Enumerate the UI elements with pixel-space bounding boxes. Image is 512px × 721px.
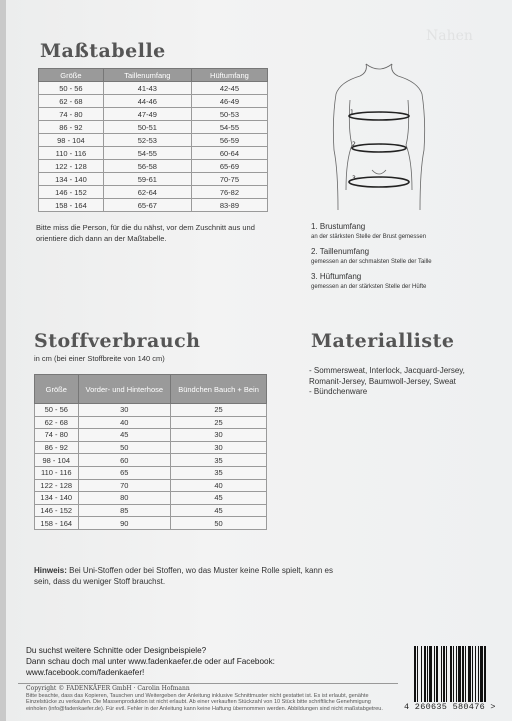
table-cell: 74 - 80 [39,108,104,121]
table-row [35,517,267,530]
table-cell: 65-67 [103,199,191,212]
table-cell: 74 - 80 [35,429,79,442]
barcode-bar [441,646,442,702]
barcode-bar [417,646,418,702]
table-row [35,404,267,417]
body-figure-illustration [324,60,434,210]
table-cell: 45 [171,492,267,505]
table-cell: 50 [78,441,171,454]
table-cell: 35 [171,454,267,467]
hint-text: Bei Uni-Stoffen oder bei Stoffen, wo das Muster keine Rolle spielt, kann es sein, dass du weniger Stoff brauchst. [34,566,333,586]
table-row [39,95,268,108]
barcode-bar [465,646,466,702]
col-header: Vorder- und Hinterhose [78,375,171,404]
table-cell: 45 [78,429,171,442]
table-cell: 56-59 [191,134,267,147]
col-header: Taillenumfang [103,69,191,82]
barcode-bar [450,646,452,702]
table-cell: 47-49 [103,108,191,121]
table-row [39,134,268,147]
table-row [35,441,267,454]
figure-mark-3: 3 [352,175,356,182]
table-row [39,173,268,186]
barcode-bar [472,646,473,702]
hint-note [34,566,334,587]
table-cell: 52-53 [103,134,191,147]
measurement-chest [311,222,426,242]
table-cell: 35 [171,466,267,479]
sizing-title: Maßtabelle [40,40,166,62]
table-row [39,82,268,95]
table-cell: 110 - 116 [35,466,79,479]
measurement-label: 2. Taillenumfang [311,247,370,256]
figure-mark-1: 1 [350,109,354,116]
table-cell: 62-64 [103,186,191,199]
measurement-hip [311,272,426,292]
table-cell: 86 - 92 [39,121,104,134]
table-cell: 50 [171,517,267,530]
footer-divider [18,683,398,684]
table-cell: 30 [171,441,267,454]
table-row [39,160,268,173]
barcode-bar [429,646,432,702]
table-cell: 45 [171,504,267,517]
table-cell: 42-45 [191,82,267,95]
barcode-bar [427,646,428,702]
measurement-label: 3. Hüftumfang [311,272,362,281]
barcode-bar [478,646,479,702]
table-row [35,454,267,467]
barcode-bar [424,646,426,702]
table-cell: 30 [78,404,171,417]
barcode-image [412,646,512,706]
table-row [39,147,268,160]
table-cell: 41-43 [103,82,191,95]
col-header: Größe [39,69,104,82]
table-cell: 76-82 [191,186,267,199]
footer-line: Du suchst weitere Schnitte oder Designbeispiele? [26,646,207,655]
table-row [35,492,267,505]
table-cell: 80 [78,492,171,505]
table-cell: 83-89 [191,199,267,212]
table-row [35,416,267,429]
col-header: Größe [35,375,79,404]
barcode-bar [468,646,471,702]
barcode-bar [456,646,457,702]
table-cell: 46-49 [191,95,267,108]
list-item: - Bündchenware [309,387,368,396]
table-cell: 54-55 [191,121,267,134]
col-header: Hüftumfang [191,69,267,82]
faint-backprint: Nahen [426,28,473,44]
barcode-number: 4 260635 580476 > [404,702,496,712]
table-cell: 134 - 140 [39,173,104,186]
hint-label: Hinweis: [34,566,67,575]
measurement-label: 1. Brustumfang [311,222,366,231]
sizing-table [38,68,268,212]
table-cell: 30 [171,429,267,442]
table-cell: 25 [171,404,267,417]
table-cell: 146 - 152 [39,186,104,199]
barcode-bar [446,646,447,702]
table-cell: 50 - 56 [35,404,79,417]
footer-line: www.facebook.com/fadenkaefer! [26,668,145,677]
table-row [35,429,267,442]
table-cell: 158 - 164 [39,199,104,212]
table-row [35,466,267,479]
table-cell: 98 - 104 [35,454,79,467]
table-cell: 40 [78,416,171,429]
barcode-bar [484,646,486,702]
measurement-waist [311,247,432,267]
figure-mark-2: 2 [352,141,356,148]
table-row [39,199,268,212]
barcode-bar [421,646,422,702]
table-cell: 134 - 140 [35,492,79,505]
table-cell: 44-46 [103,95,191,108]
measurement-desc: gemessen an der schmalsten Stelle der Taille [311,259,432,265]
table-cell: 90 [78,517,171,530]
table-cell: 60-64 [191,147,267,160]
table-row [39,108,268,121]
table-row [35,479,267,492]
table-cell: 62 - 68 [39,95,104,108]
table-cell: 65-69 [191,160,267,173]
list-item: Romanit-Jersey, Baumwoll-Jersey, Sweat [309,376,456,386]
copyright-block [26,686,391,712]
measurement-desc: gemessen an der stärksten Stelle der Hüfte [311,284,427,290]
materials-list [309,366,509,398]
table-cell: 54-55 [103,147,191,160]
table-cell: 146 - 152 [35,504,79,517]
table-cell: 85 [78,504,171,517]
barcode-bar [462,646,464,702]
table-cell: 25 [171,416,267,429]
fabric-table [34,374,267,530]
table-cell: 70 [78,479,171,492]
table-cell: 50 - 56 [39,82,104,95]
table-row [39,186,268,199]
copyright-brand: Copyright © FADENKÄFER GmbH · Carolin Hofmann [26,685,190,692]
table-row [35,504,267,517]
table-cell: 50-51 [103,121,191,134]
fabric-title: Stoffverbrauch [34,330,201,352]
table-cell: 98 - 104 [39,134,104,147]
barcode-bar [436,646,438,702]
barcode-bar [453,646,454,702]
materials-title: Materialliste [311,330,455,352]
sizing-header-row [39,69,268,82]
table-cell: 50-53 [191,108,267,121]
table-cell: 70-75 [191,173,267,186]
table-cell: 60 [78,454,171,467]
barcode-bar [434,646,435,702]
copyright-text: Bitte beachte, dass das Kopieren, Tauschen und Weitergeben der Anleitung inklusive Schnittmuster nicht gestattet ist. Es ist erlaubt, genähte Einzelstücke zu verkaufen. Die Massenproduktion ist nicht erlaubt. Ab einer verkauften Stückzahl von 10 Stück bitte schriftliche Genehmigung einholen (info@fadenkaefer.de). Für evtl. Fehler in der Anleitung kann keine Haftung übernommen werden. Abbildungen sind nicht maßstabgetreu. [26,692,383,712]
footer-promo [26,645,326,678]
table-cell: 158 - 164 [35,517,79,530]
table-cell: 62 - 68 [35,416,79,429]
barcode-bar [480,646,483,702]
barcode-bar [443,646,445,702]
sizing-note: Bitte miss die Person, für die du nähst, vor dem Zuschnitt aus und orientiere dich dann an der Maßtabelle. [36,223,255,243]
table-cell: 122 - 128 [39,160,104,173]
fabric-subtitle: in cm (bei einer Stoffbreite von 140 cm) [34,354,165,363]
table-cell: 40 [171,479,267,492]
list-item: - Sommersweat, Interlock, Jacquard-Jersey, [309,366,465,375]
barcode-bar [414,646,416,702]
table-cell: 86 - 92 [35,441,79,454]
barcode-bar [458,646,461,702]
footer-line: Dann schau doch mal unter www.fadenkaefer.de oder auf Facebook: [26,657,275,666]
table-cell: 65 [78,466,171,479]
table-cell: 122 - 128 [35,479,79,492]
measurement-desc: an der stärksten Stelle der Brust gemessen [311,234,427,240]
table-row [39,121,268,134]
table-cell: 59-61 [103,173,191,186]
fabric-header-row [35,375,267,404]
col-header: Bündchen Bauch + Bein [171,375,267,404]
table-cell: 110 - 116 [39,147,104,160]
barcode-bar [475,646,476,702]
table-cell: 56-58 [103,160,191,173]
